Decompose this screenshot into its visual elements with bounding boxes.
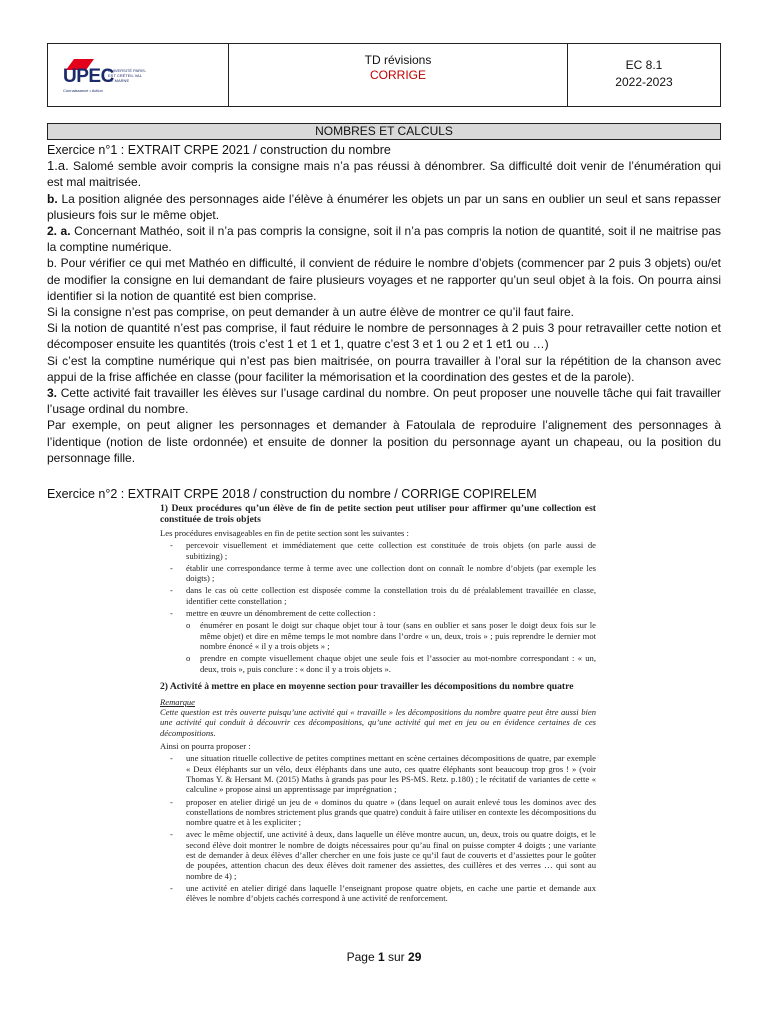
logo-cell: [48, 44, 229, 106]
list-item: o énumérer en posant le doigt sur chaque objet tour à tour (sans en oublier et sans poser le doigt deux fois sur le même objet) et dire en même temps le mot nombre dans l’ordre « un, deux, trois » ; puis reprendre le dernier mot nombre énoncé « il y a trois objets » ;: [200, 620, 596, 651]
scanned-extract: [160, 503, 596, 948]
paragraph: [47, 385, 721, 417]
paragraph-lead: b.: [47, 191, 58, 206]
question2-title: 2) Activité à mettre en place en moyenne section pour travailler les décompositions du nombre quatre: [160, 680, 574, 692]
footer-prefix: Page: [346, 950, 378, 964]
academic-year: 2022-2023: [615, 75, 673, 89]
course-code: EC 8.1: [625, 58, 663, 72]
list-item: - établir une correspondance terme à terme avec une collection dont on connaît le nombre d’objets (par exemple les doigts) ;: [186, 563, 596, 584]
list-item: - percevoir visuellement et immédiatement que cette collection est constituée de trois objets (on parle aussi de subitizing) ;: [186, 540, 596, 561]
footer-middle: sur: [384, 950, 409, 964]
question1-intro: Les procédures envisageables en fin de petite section sont les suivantes :: [160, 528, 409, 538]
list-item: - mettre en œuvre un dénombrement de cette collection :: [186, 608, 596, 618]
list-item: - dans le cas où cette collection est disposée comme la constellation trois du dé préalablement travaillée en classe, identifier cette constellation ;: [186, 585, 596, 606]
paragraph-text: b. Pour vérifier ce qui met Mathéo en difficulté, il convient de réduire le nombre d’objets (commencer par 2 puis 3 objets) ou/et de modifier la consigne en lui demandant de faire plusieurs voyages et ne rapporter qu’un seul objet à la fois. On pourra ainsi identifier si la notion de quantité est bien comprise.: [47, 256, 721, 303]
page-footer: [0, 950, 768, 964]
total-page-count: 29: [408, 950, 422, 964]
document-subtitle: CORRIGE: [369, 68, 426, 82]
paragraph-text: Par exemple, on peut aligner les personnages et demander à Fatoulala de reproduire l’alignement des personnages à l’identique (notion de liste ordonnée) et ensuite de donner la position du personnage ayant un chapeau, ou la position du personnage fille.: [47, 418, 721, 465]
document-title: TD révisions: [364, 53, 432, 67]
paragraph: [47, 417, 721, 466]
section-banner: NOMBRES ET CALCULS: [47, 123, 721, 140]
paragraph-text: Si la consigne n’est pas comprise, on peut demander à un autre élève de montrer ce qu’il faut faire.: [47, 305, 574, 320]
list-item: - proposer en atelier dirigé un jeu de « dominos du quatre » (dans lequel on aurait enlevé tous les dominos avec des constellations de nombres strictement plus grands que quatre) conduit à faire utiliser en contexte les décompositions du nombre quatre et à les expliciter ;: [186, 797, 596, 828]
paragraph: [47, 304, 721, 320]
paragraph-text: Cette activité fait travailler les élèves sur l’usage cardinal du nombre. On peut proposer une nouvelle tâche qui fait travailler l’usage ordinal du nombre.: [47, 386, 721, 417]
course-cell: [568, 44, 720, 106]
paragraph-text: La position alignée des personnages aide l’élève à énumérer les objets un par un sans en oublier un seul et sans repasser plusieurs fois sur le même objet.: [47, 191, 721, 222]
paragraph: [47, 223, 721, 255]
question1-sublist: [160, 620, 596, 673]
remark-text: Cette question est très ouverte puisqu’une activité qui « travaille » les décompositions du nombre quatre peut être aussi bien une activité qui conduit à découvrir ces décompositions, qu’une activité qui met en jeu ou en évidence certaines de ces décompositions.: [160, 707, 596, 738]
list-item: - avec le même objectif, une activité à deux, dans laquelle un élève montre aucun, un, deux, trois ou quatre doigts, et le second élève doit montrer le nombre de doigts nécessaires pour qu’au final on puisse compter 4 doigts ; une variante est de demander à deux élèves d’aller chercher en une fois juste ce qu’il faut de couverts et d’assiettes pour le goûter de poupées, attention chacun des deux élèves doit ramener des assiettes, des cuillères et des verres … qui sont au nombre de 4) ;: [186, 829, 596, 880]
exercise2-title: Exercice n°2 : EXTRAIT CRPE 2018 / construction du nombre / CORRIGE COPIRELEM: [47, 487, 537, 501]
list-item: o prendre en compte visuellement chaque objet une seule fois et l’associer au mot-nombre correspondant : « un, deux, trois », puis conclure : « donc il y a trois objets ».: [200, 653, 596, 674]
question1-title: 1) Deux procédures qu’un élève de fin de petite section peut utiliser pour affirmer qu’une collection est constituée de trois objets: [160, 503, 596, 525]
paragraph-lead: 2. a.: [47, 224, 71, 239]
title-cell: [229, 44, 568, 106]
paragraph-text: Si c’est la comptine numérique qui n’est pas bien maitrisée, on pourra travailler à l’oral sur la répétition de la chanson avec appui de la frise affichée en classe (pour faciliter la mémorisation et la coordination des gestes et de la parole).: [47, 353, 721, 384]
paragraph: [47, 191, 721, 223]
current-page-number: 1: [377, 950, 385, 964]
logo-brand: UPEC: [63, 66, 114, 87]
list-item: - une activité en atelier dirigé dans laquelle l’enseignant propose quatre objets, en cache une partie et demande aux élèves le nombre d’objets cachés correspond à une activité de renforcement.: [186, 883, 596, 904]
paragraph-text: Concernant Mathéo, soit il n’a pas compris la consigne, soit il n’a pas compris la notion de quantité, soit il ne maitrise pas la comptine numérique.: [47, 224, 721, 255]
paragraph: [47, 255, 721, 304]
remark-label: Remarque: [160, 696, 195, 707]
paragraph: [47, 158, 721, 190]
paragraph-lead: 1.a.: [47, 158, 69, 174]
paragraph-lead: 3.: [47, 386, 58, 401]
paragraph: [47, 320, 721, 352]
logo-university: UNIVERSITÉ PARIS-EST CRÉTEIL VAL DE MARNE: [108, 68, 147, 83]
exercise1-title: Exercice n°1 : EXTRAIT CRPE 2021 / construction du nombre: [47, 143, 391, 157]
logo-tagline: Connaissance • Action: [63, 88, 103, 93]
header-table: [47, 43, 721, 107]
paragraph-text: Salomé semble avoir compris la consigne mais n’a pas réussi à dénombrer. Sa difficulté doit venir de l’énumération qui est mal maitrisée.: [47, 159, 721, 190]
paragraph: [47, 353, 721, 385]
paragraph-text: Si la notion de quantité n’est pas comprise, il faut réduire le nombre de personnages à 2 puis 3 pour retravailler cette notion et décomposer ensuite les quantités (trois c’est 1 et 1 et 1, quatre c’est 3 et 1 ou 2 et 1 et1 ou …): [47, 321, 721, 352]
list-item: - une situation rituelle collective de petites comptines mettant en scène certaines décompositions de quatre, par exemple « Deux éléphants sur un vélo, deux éléphants dans une auto, ces quatre éléphants sont beaucoup trop gros ! » (voir Thomas Y. & Hersant M. (2015) Maths à grands pas pour les PS-MS. Retz. p.180) ; le récitatif de variantes de cette « calculine » propose ainsi un apprentissage par imprégnation ;: [186, 753, 596, 794]
question2-list: [160, 753, 596, 903]
question2-intro: Ainsi on pourra proposer :: [160, 741, 251, 752]
exercise1-body: [47, 142, 721, 466]
question1-list: [160, 540, 596, 618]
